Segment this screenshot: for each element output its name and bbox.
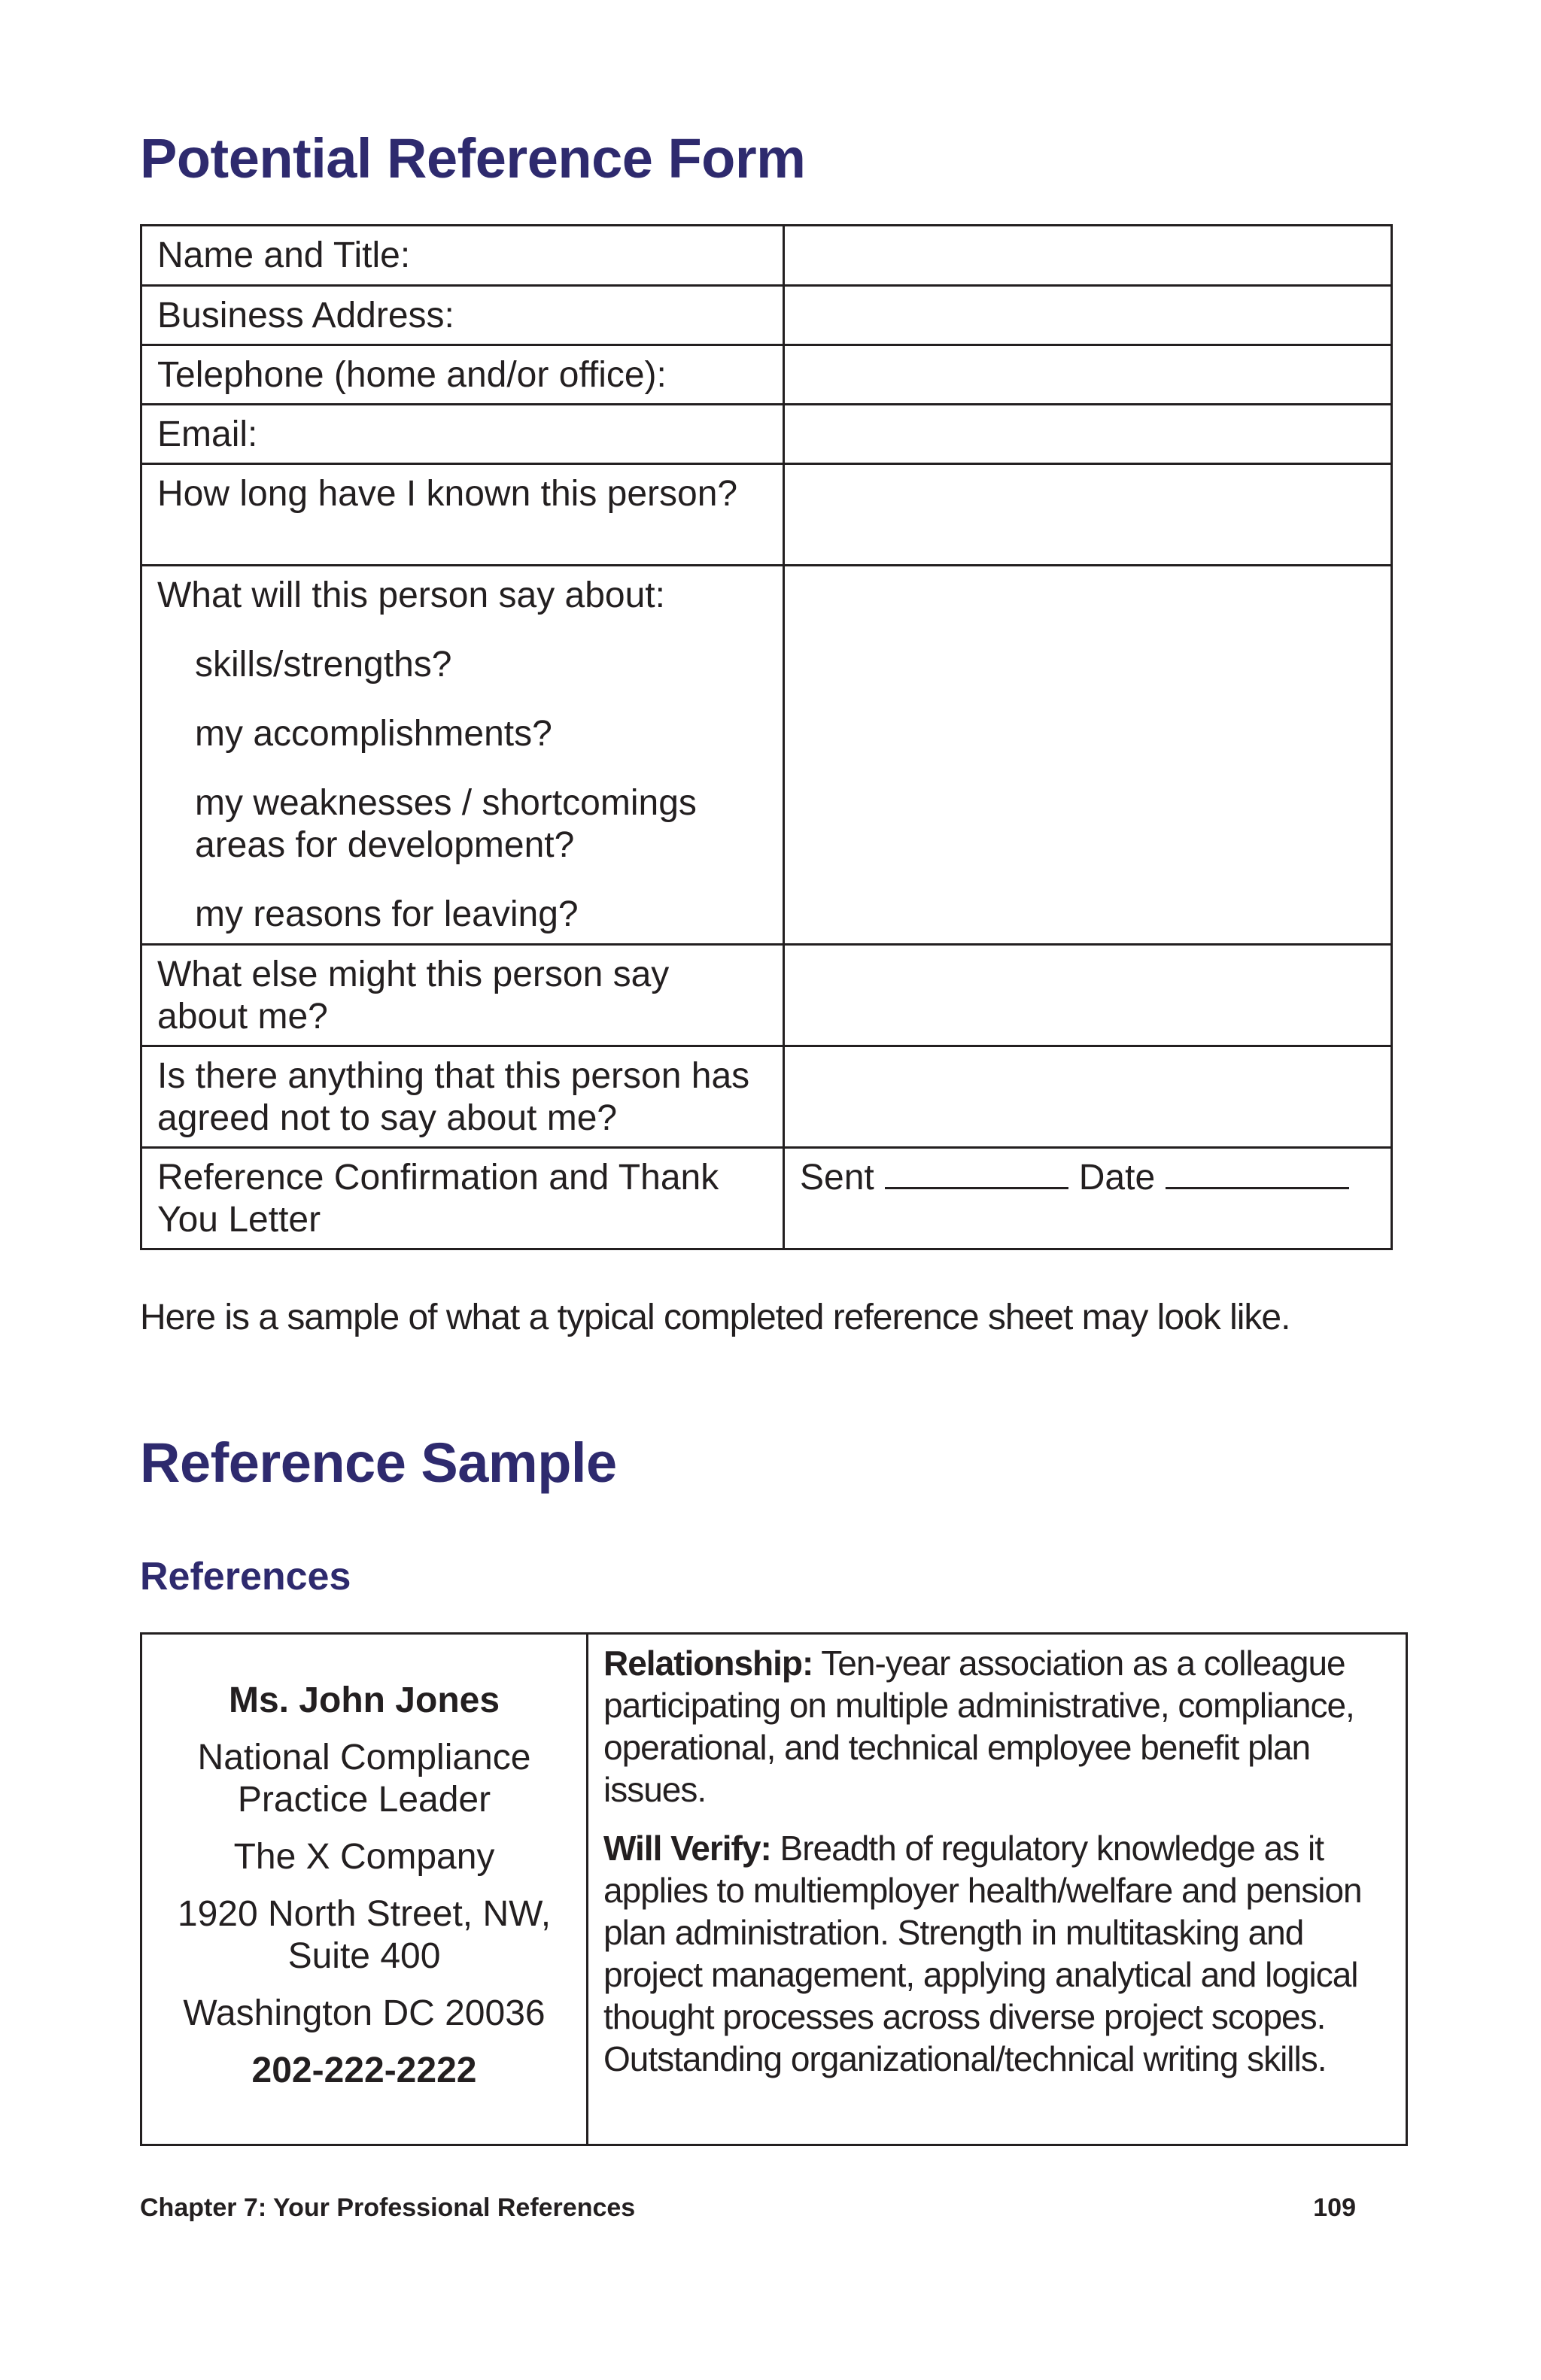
label-weaknesses: my weaknesses / shortcomings areas for development? bbox=[195, 783, 697, 865]
contact-cell bbox=[141, 1634, 588, 2145]
contact-name: Ms. John Jones bbox=[228, 1680, 500, 1720]
verify-text: Breadth of regulatory knowledge as it applies to multiemployer health/welfare and pension plan administration. Strength in multitasking and project management, applying analytical and logical thought processes across diverse project scopes. Outstanding organizational/technical writing skills. bbox=[603, 1829, 1362, 2078]
label-telephone: Telephone (home and/or office): bbox=[141, 345, 784, 405]
sample-note: Here is a sample of what a typical completed reference sheet may look like. bbox=[140, 1298, 1290, 1337]
field-say-about[interactable] bbox=[784, 566, 1392, 945]
sample-title: Reference Sample bbox=[140, 1431, 617, 1494]
label-what-else: What else might this person say about me? bbox=[141, 945, 784, 1046]
label-how-long: How long have I known this person? bbox=[141, 464, 784, 566]
table-row bbox=[141, 1046, 1392, 1148]
footer-chapter: Chapter 7: Your Professional References bbox=[140, 2193, 636, 2222]
label-agreed-not: Is there anything that this person has agreed not to say about me? bbox=[141, 1046, 784, 1148]
contact-city: Washington DC 20036 bbox=[183, 1993, 546, 2033]
field-how-long[interactable] bbox=[784, 464, 1392, 566]
table-row bbox=[141, 1148, 1392, 1249]
contact-street: 1920 North Street, NW, Suite 400 bbox=[177, 1894, 552, 1976]
table-row bbox=[141, 945, 1392, 1046]
verify-paragraph bbox=[603, 1827, 1391, 2080]
verify-label: Will Verify: bbox=[603, 1829, 771, 1868]
label-date: Date bbox=[1078, 1158, 1156, 1198]
table-row bbox=[141, 226, 1392, 286]
contact-company: The X Company bbox=[233, 1837, 495, 1877]
label-say-about-group bbox=[141, 566, 784, 945]
details-cell bbox=[588, 1634, 1407, 2145]
label-business-address: Business Address: bbox=[141, 286, 784, 345]
contact-phone: 202-222-2222 bbox=[251, 2051, 477, 2090]
field-agreed-not[interactable] bbox=[784, 1046, 1392, 1148]
label-say-about: What will this person say about: bbox=[157, 575, 665, 615]
table-row bbox=[141, 345, 1392, 405]
reference-sample-table bbox=[140, 1632, 1408, 2146]
label-email: Email: bbox=[141, 405, 784, 464]
form-title: Potential Reference Form bbox=[140, 127, 806, 190]
reference-form-table bbox=[140, 224, 1393, 1250]
field-email[interactable] bbox=[784, 405, 1392, 464]
label-name-title: Name and Title: bbox=[141, 226, 784, 286]
contact-job-title: National Compliance Practice Leader bbox=[197, 1738, 531, 1820]
table-row bbox=[141, 464, 1392, 566]
relationship-label: Relationship: bbox=[603, 1644, 813, 1683]
field-what-else[interactable] bbox=[784, 945, 1392, 1046]
label-confirmation: Reference Confirmation and Thank You Letter bbox=[141, 1148, 784, 1249]
label-accomplishments: my accomplishments? bbox=[195, 714, 552, 754]
relationship-text: Ten-year association as a colleague participating on multiple administrative, compliance, operational, and technical employee benefit plan issues. bbox=[603, 1644, 1354, 1809]
field-name-title[interactable] bbox=[784, 226, 1392, 286]
table-row bbox=[141, 1634, 1407, 2145]
sent-date-cell bbox=[784, 1148, 1392, 1249]
field-business-address[interactable] bbox=[784, 286, 1392, 345]
references-heading: References bbox=[140, 1555, 351, 1598]
label-skills-strengths: skills/strengths? bbox=[195, 645, 452, 685]
table-row bbox=[141, 405, 1392, 464]
footer-page-number: 109 bbox=[1313, 2193, 1356, 2222]
field-sent[interactable] bbox=[885, 1157, 1068, 1189]
relationship-paragraph bbox=[603, 1642, 1391, 1811]
field-telephone[interactable] bbox=[784, 345, 1392, 405]
document-page bbox=[140, 0, 1362, 2380]
table-row bbox=[141, 566, 1392, 945]
table-row bbox=[141, 286, 1392, 345]
label-reasons-leaving: my reasons for leaving? bbox=[195, 894, 579, 934]
field-date[interactable] bbox=[1166, 1157, 1349, 1189]
label-sent: Sent bbox=[800, 1158, 874, 1198]
